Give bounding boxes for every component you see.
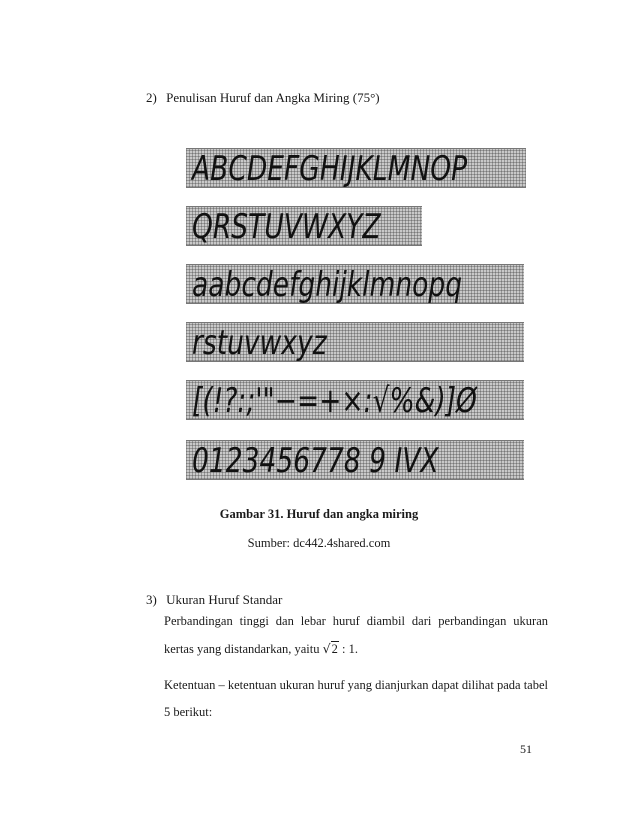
- section-3-number: 3): [146, 592, 157, 607]
- figure-strip-lowercase-1: [186, 264, 524, 304]
- section-3-title: Ukuran Huruf Standar: [166, 592, 283, 607]
- section-2-number: 2): [146, 90, 157, 105]
- section-2-heading: [146, 90, 380, 106]
- sqrt-argument: 2: [331, 642, 338, 656]
- figure-strip-uppercase-1: [186, 148, 526, 188]
- paragraph-ratio-text: Perbandingan tinggi dan lebar huruf diambil dari perbandingan ukuran kertas yang distandarkan, yaitu: [164, 614, 548, 656]
- section-2-title: Penulisan Huruf dan Angka Miring (75°): [166, 90, 380, 105]
- figure-strip-lowercase-2: [186, 322, 524, 362]
- figure-line-lowercase-1: aabcdefghijklmnopq: [192, 265, 463, 304]
- figure-source: Sumber: dc442.4shared.com: [247, 536, 391, 550]
- figure-line-numbers: 0123456778 9 IVX: [192, 441, 439, 480]
- page-number: 51: [520, 742, 532, 756]
- paragraph-ratio: [164, 608, 548, 663]
- sqrt-two: [323, 635, 339, 663]
- sqrt-symbol: √: [322, 641, 331, 656]
- figure-strip-symbols: [186, 380, 524, 420]
- figure-strip-uppercase-2: [186, 206, 422, 246]
- figure-strip-numbers: [186, 440, 524, 480]
- figure-caption: Gambar 31. Huruf dan angka miring: [219, 507, 419, 521]
- figure-line-uppercase-1: ABCDEFGHIJKLMNOP: [192, 149, 468, 188]
- figure-line-symbols: [(!?:;'"−=+×:√%&)]Ø: [192, 381, 477, 420]
- figure-line-uppercase-2: QRSTUVWXYZ: [192, 207, 381, 246]
- paragraph-table-reference: Ketentuan – ketentuan ukuran huruf yang dianjurkan dapat dilihat pada tabel 5 berikut:: [164, 678, 548, 719]
- figure-line-lowercase-2: rstuvwxyz: [192, 323, 327, 362]
- paragraph-ratio-end: : 1.: [338, 642, 358, 656]
- section-3-heading: [146, 592, 282, 608]
- lettering-figure: [184, 144, 529, 486]
